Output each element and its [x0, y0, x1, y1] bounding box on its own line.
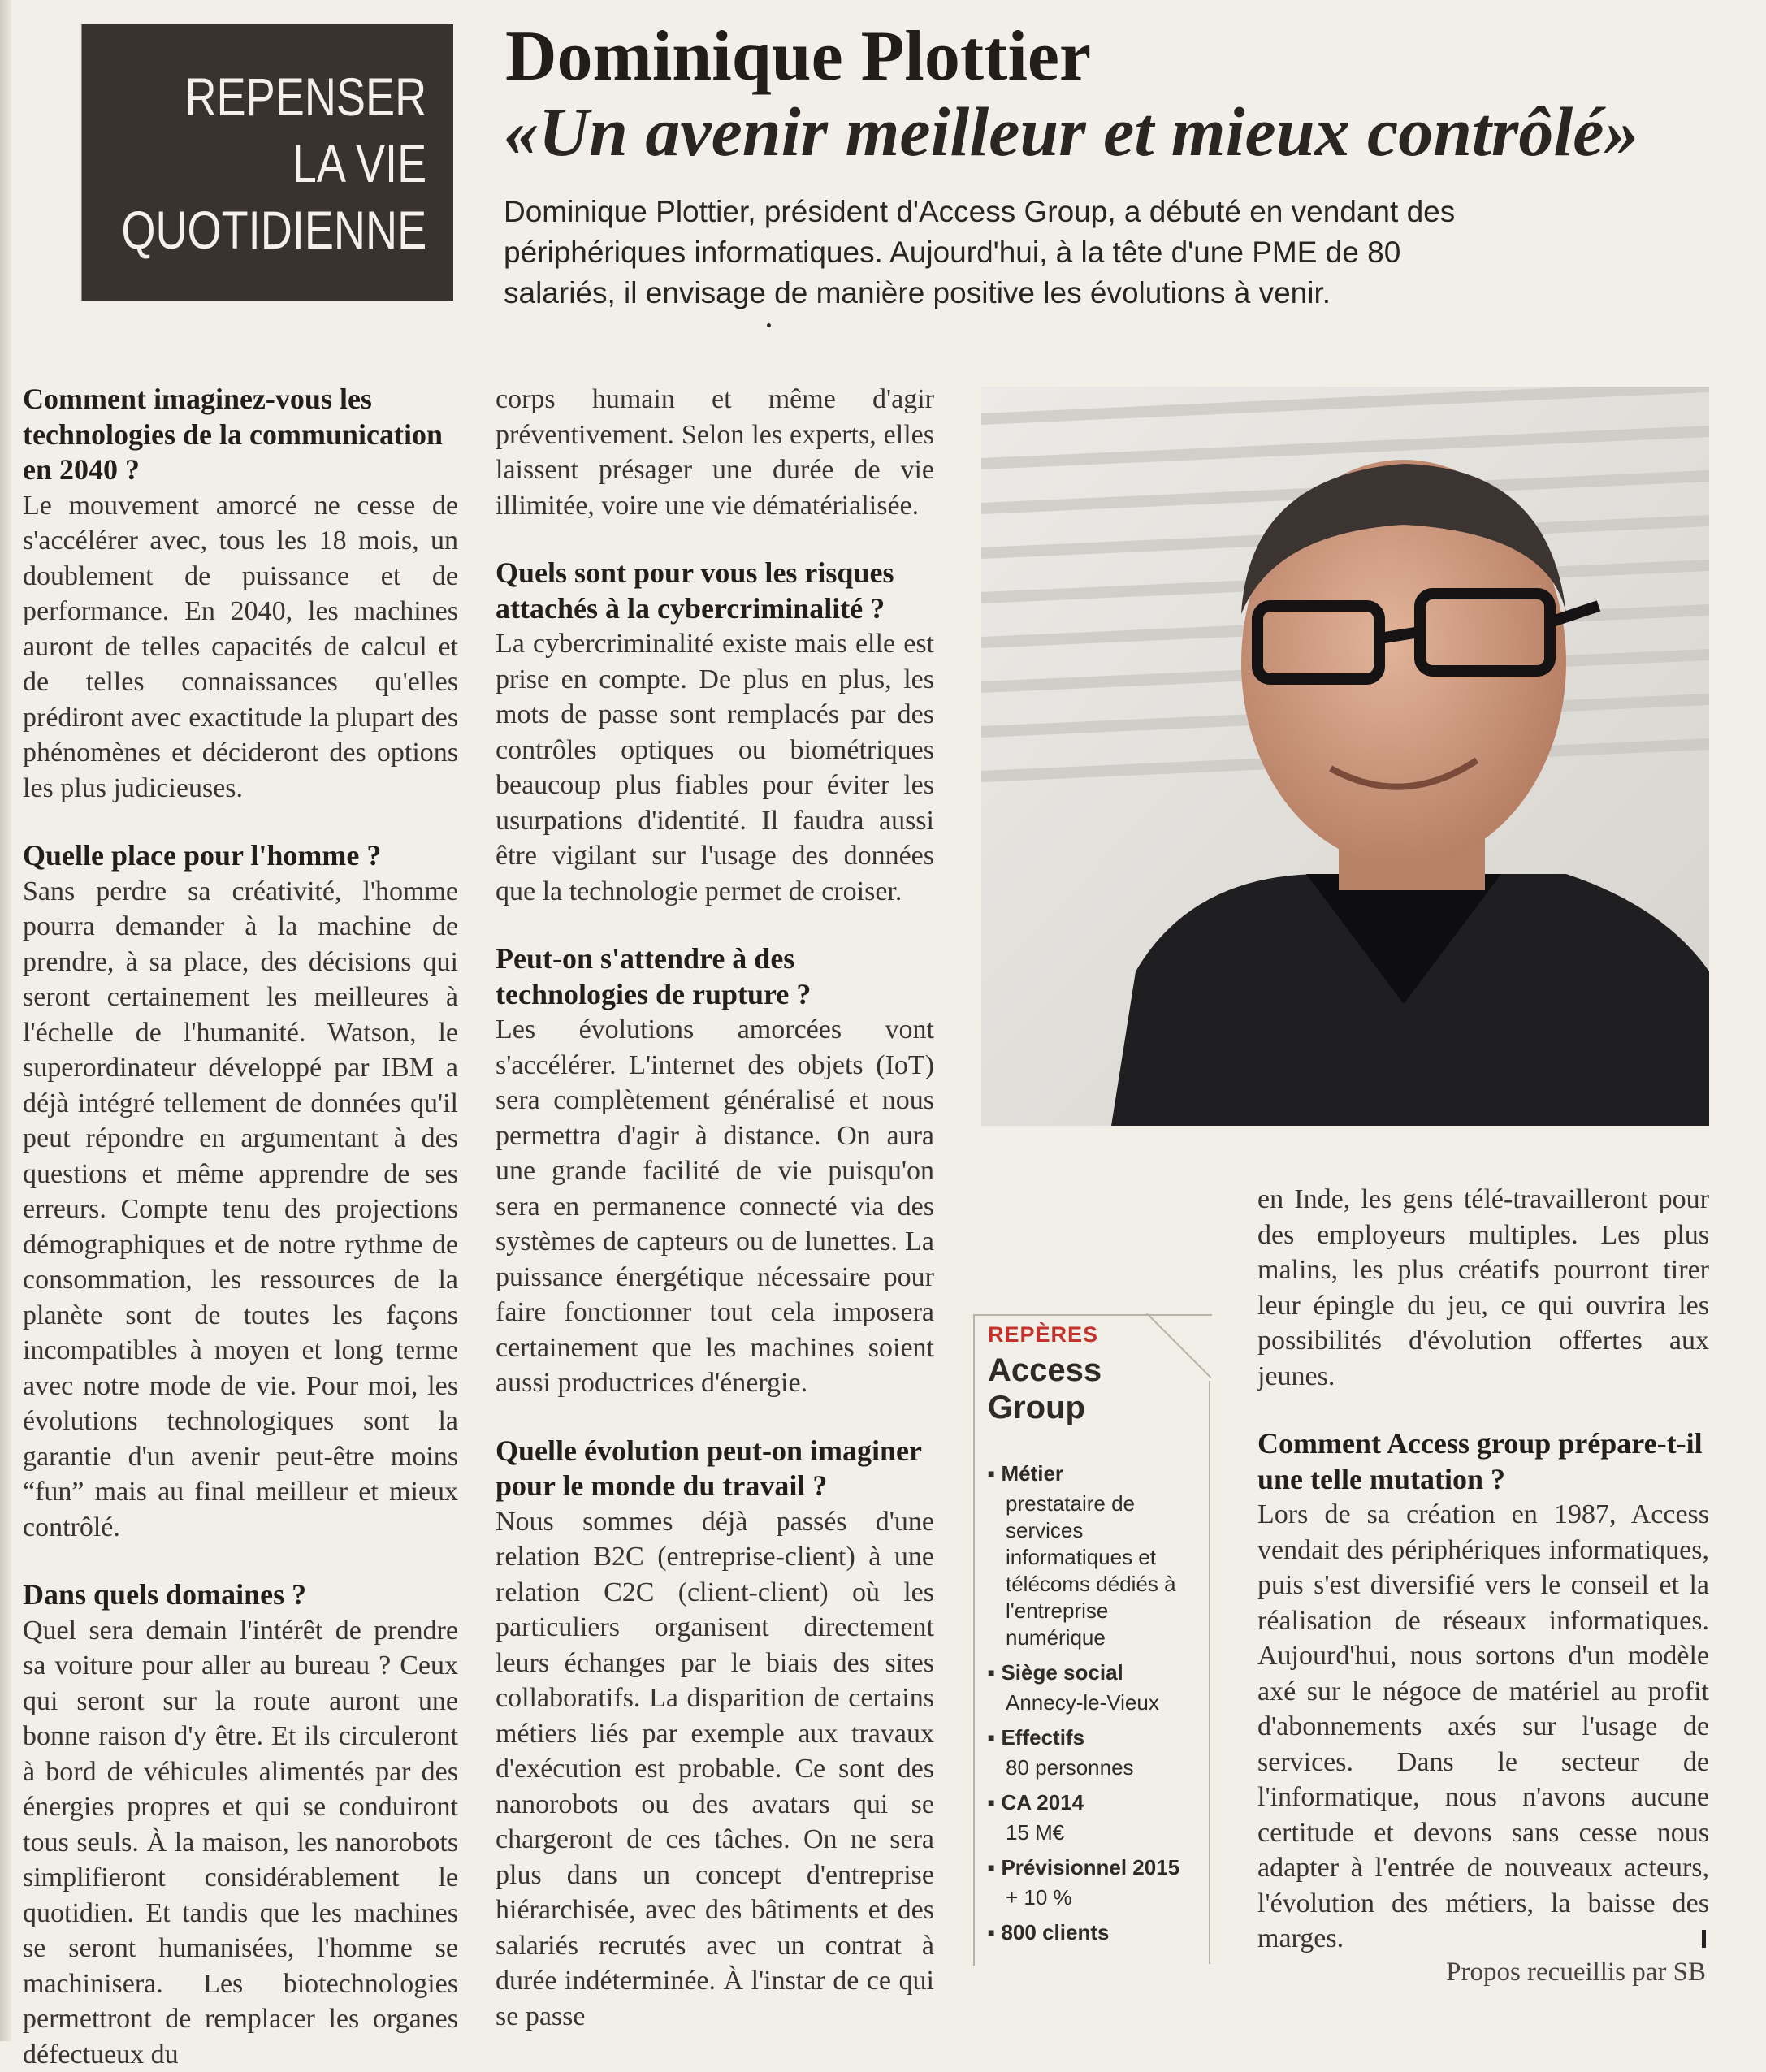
answer-paragraph: corps humain et même d'agir préventivement. Selon les experts, elles laissent présager une durée de vie illimitée, voire une vie dématérialisée.: [496, 382, 934, 523]
answer-paragraph: Lors de sa création en 1987, Access vendait des périphériques informatiques, puis s'est diversifié vers le conseil et la réalisation de réseaux informatiques. Aujourd'hui, nous sortons d'un modèle axé sur le négoce de matériel au profit d'abonnements axés sur l'usage de services. Dans le secteur de l'informatique, nous n'avons aucune certitude et devons sans cesse nous adapter à l'entrée de nouveaux acteurs, l'évolution des métiers, la baisse des marges.: [1257, 1497, 1709, 1957]
section-rubric: [81, 24, 453, 301]
byline-signature: Propos recueillis par SB: [1381, 1957, 1706, 1988]
portrait-photo: [981, 387, 1709, 1126]
reperes-title: Access Group: [988, 1352, 1167, 1426]
portrait-illustration: [981, 387, 1709, 1126]
ink-dot: [767, 323, 771, 327]
reperes-key: ■ Métier: [988, 1460, 1205, 1490]
reperes-key: ■ Siège social: [988, 1659, 1205, 1689]
answer-paragraph: en Inde, les gens télé-travailleront pour des employeurs multiples. Les plus malins, les plus créatifs pourront tirer leur épingle du jeu, ce qui ouvrira les possibilités d'évolution offertes aux jeunes.: [1257, 1182, 1709, 1394]
reperes-value: 15 M€: [988, 1819, 1205, 1846]
reperes-border-right: [1209, 1381, 1210, 1964]
reperes-item: [988, 1854, 1205, 1911]
text-column-2: [496, 382, 934, 2034]
rubric-line-2: LA VIE: [81, 130, 426, 197]
text-column-3: [1257, 1182, 1709, 1957]
reperes-value: Annecy-le-Vieux: [988, 1689, 1205, 1716]
reperes-key: ■ CA 2014: [988, 1789, 1205, 1819]
question-heading: Dans quels domaines ?: [23, 1577, 458, 1613]
question-heading: Quels sont pour vous les risques attachés à la cybercriminalité ?: [496, 556, 934, 626]
article-standfirst: Dominique Plottier, président d'Access Group, a débuté en vendant des périphériques informatiques. Aujourd'hui, à la tête d'une PME de 80 salariés, il envisage de manière positive les évolutions à venir.: [504, 192, 1462, 314]
answer-paragraph: La cybercriminalité existe mais elle est prise en compte. De plus en plus, les mots de passe sont remplacés par des contrôles optiques ou biométriques beaucoup plus fiables pour éviter les usurpations d'identité. Il faudra aussi être vigilant sur l'usage des données que la technologie permet de croiser.: [496, 626, 934, 909]
reperes-value: prestataire de services informatiques et télécoms dédiés à l'entreprise numérique: [988, 1490, 1205, 1651]
rubric-line-1: REPENSER: [81, 63, 426, 130]
question-heading: Peut-on s'attendre à des technologies de rupture ?: [496, 941, 934, 1012]
reperes-list: [988, 1460, 1205, 1957]
answer-paragraph: Nous sommes déjà passés d'une relation B2C (entreprise-client) à une relation C2C (client-client) où les particuliers organisent directement leurs échanges par le biais des sites collaboratifs. La disparition de certains métiers liés par exemple aux travaux d'exécution est probable. Ce sont des nanorobots ou des avatars qui se chargeront de ces tâches. On ne sera plus dans un concept d'entreprise hiérarchisée, avec des bâtiments et des salariés recrutés avec un contrat à durée indéterminée. À l'instar de ce qui se passe: [496, 1504, 934, 2035]
answer-paragraph: Les évolutions amorcées vont s'accélérer. L'internet des objets (IoT) sera complètement généralisé et nous permettra d'agir à distance. On aura une grande facilité de vie puisqu'on sera en permanence connecté via des systèmes de capteurs ou de lunettes. La puissance énergétique nécessaire pour faire fonctionner tout cela imposera certainement que les machines soient aussi productrices d'énergie.: [496, 1012, 934, 1401]
reperes-sidebar: [973, 1314, 1212, 1966]
article-quote-headline: «Un avenir meilleur et mieux contrôlé»: [504, 91, 1738, 172]
rubric-line-3: QUOTIDIENNE: [81, 197, 426, 263]
answer-paragraph: Sans perdre sa créativité, l'homme pourra demander à la machine de prendre, à sa place, des décisions qui seront certainement les meilleures à l'échelle de l'humanité. Watson, le superordinateur développé par IBM a déjà intégré tellement de données qu'il peut répondre en argumentant à des questions et même apprendre de ses erreurs. Compte tenu des projections démographiques et de notre rythme de consommation, les ressources de la planète sont de toutes les façons incompatibles à moyen et long terme avec notre mode de vie. Pour moi, les évolutions technologiques sont la garantie d'un avenir peut-être moins “fun” mais au final meilleur et mieux contrôlé.: [23, 874, 458, 1546]
answer-paragraph: Quel sera demain l'intérêt de prendre sa voiture pour aller au bureau ? Ceux qui seront sur la route auront une bonne raison d'y être. Et ils circuleront à bord de véhicules alimentés par des énergies propres et qui se conduiront tous seuls. À la maison, les nanorobots simplifieront considérablement le quotidien. Et tandis que les machines se seront humanisées, l'homme se machinisera. Les biotechnologies permettront de remplacer les organes défectueux du: [23, 1613, 458, 2072]
reperes-label: REPÈRES: [988, 1322, 1098, 1347]
text-column-1: [23, 382, 458, 2072]
reperes-key: ■ Effectifs: [988, 1724, 1205, 1754]
page-spine-shadow: [0, 0, 11, 2041]
reperes-value: 80 personnes: [988, 1754, 1205, 1781]
article-title: Dominique Plottier: [505, 16, 1708, 97]
question-heading: Comment imaginez-vous les technologies de la communication en 2040 ?: [23, 382, 458, 488]
reperes-item: [988, 1460, 1205, 1651]
reperes-value: + 10 %: [988, 1884, 1205, 1911]
question-heading: Quelle évolution peut-on imaginer pour le monde du travail ?: [496, 1434, 934, 1504]
reperes-key: ■ 800 clients: [988, 1919, 1205, 1949]
question-heading: Comment Access group prépare-t-il une telle mutation ?: [1257, 1426, 1709, 1497]
question-heading: Quelle place pour l'homme ?: [23, 838, 458, 874]
end-of-article-mark: [1702, 1930, 1706, 1948]
reperes-key: ■ Prévisionnel 2015: [988, 1854, 1205, 1884]
reperes-item: [988, 1789, 1205, 1846]
reperes-item: [988, 1659, 1205, 1716]
reperes-item: [988, 1919, 1205, 1949]
reperes-item: [988, 1724, 1205, 1781]
answer-paragraph: Le mouvement amorcé ne cesse de s'accélérer avec, tous les 18 mois, un doublement de puissance et de performance. En 2040, les machines auront de telles capacités de calcul et de telles connaissances qu'elles prédiront avec exactitude la plupart des phénomènes et décideront des options les plus judicieuses.: [23, 488, 458, 807]
